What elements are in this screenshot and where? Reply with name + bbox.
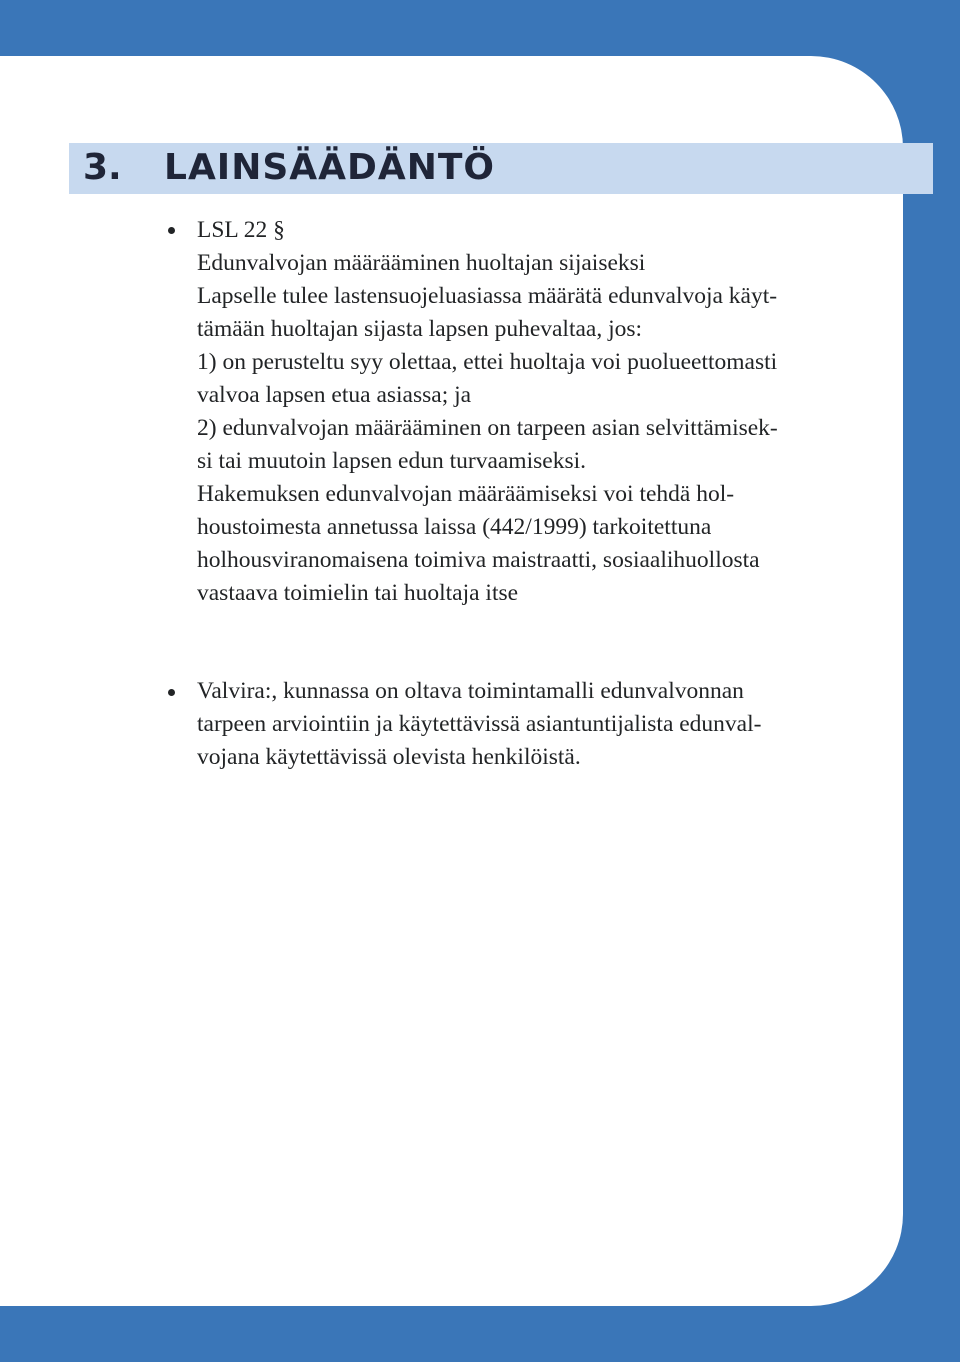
bullet-item-valvira [197, 675, 897, 774]
text-line: vojana käytettävissä olevista henkilöistä. [197, 744, 581, 770]
text-line: tämään huoltajan sijasta lapsen puhevaltaa, jos: [197, 316, 643, 342]
text-line: 2) edunvalvojan määrääminen on tarpeen asian selvittämisek- [197, 415, 778, 441]
text-line: tarpeen arviointiin ja käytettävissä asiantuntijalista edunval- [197, 711, 762, 737]
text-line: Edunvalvojan määrääminen huoltajan sijaiseksi [197, 250, 646, 276]
text-line: LSL 22 § [197, 217, 285, 243]
text-line: holhousviranomaisena toimiva maistraatti, sosiaalihuollosta [197, 547, 760, 573]
text-line: 1) on perusteltu syy olettaa, ettei huoltaja voi puolueettomasti [197, 349, 778, 375]
bullet-marker [168, 227, 175, 234]
bullet-marker [168, 689, 175, 696]
text-line: Lapselle tulee lastensuojeluasiassa määrätä edunvalvoja käyt- [197, 283, 778, 309]
text-line: houstoimesta annetussa laissa (442/1999) tarkoitettuna [197, 514, 712, 540]
text-line: vastaava toimielin tai huoltaja itse [197, 580, 519, 606]
text-line: valvoa lapsen etua asiassa; ja [197, 382, 472, 408]
bullet-item-lsl [197, 214, 897, 610]
section-title: LAINSÄÄDÄNTÖ [164, 147, 496, 188]
section-number: 3. [83, 147, 122, 188]
text-line: Hakemuksen edunvalvojan määräämiseksi voi tehdä hol- [197, 481, 735, 507]
text-line: si tai muutoin lapsen edun turvaamiseksi. [197, 448, 586, 474]
text-line: Valvira:, kunnassa on oltava toimintamalli edunvalvonnan [197, 678, 744, 704]
